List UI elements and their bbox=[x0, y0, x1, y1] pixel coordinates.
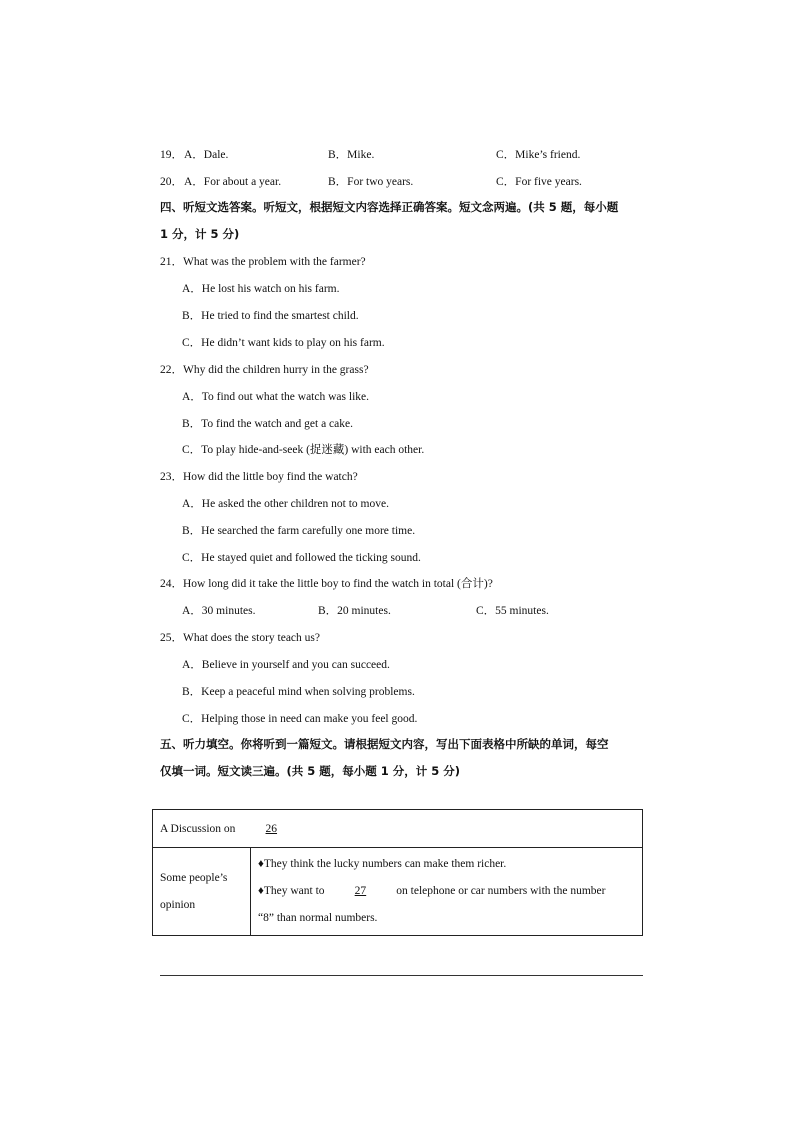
row-label-line2: opinion bbox=[160, 898, 196, 911]
question-20-option-a: A．For about a year. bbox=[184, 176, 282, 188]
question-21-stem: 21．What was the problem with the farmer? bbox=[160, 256, 366, 268]
bullet-2 bbox=[258, 878, 642, 905]
question-22-option-a: A．To find out what the watch was like. bbox=[182, 391, 369, 403]
row-label-cell bbox=[153, 848, 251, 936]
question-25-stem: 25．What does the story teach us? bbox=[160, 632, 320, 644]
question-19-option-a: A．Dale. bbox=[184, 149, 229, 161]
question-22-option-c: C．To play hide-and-seek (捉迷藏) with each other. bbox=[182, 444, 425, 456]
question-20-number: 20． bbox=[160, 176, 183, 188]
fill-in-table bbox=[152, 809, 643, 936]
table-title-prefix: A Discussion on bbox=[160, 822, 236, 835]
question-24-option-c: C．55 minutes. bbox=[476, 605, 549, 617]
question-20-option-c: C．For five years. bbox=[496, 176, 582, 188]
question-21-option-c: C．He didn’t want kids to play on his farm. bbox=[182, 337, 385, 349]
blank-26[interactable]: 26 bbox=[265, 822, 278, 835]
question-20-option-b: B．For two years. bbox=[328, 176, 414, 188]
section-4-heading-line1: 四、听短文选答案。听短文，根据短文内容选择正确答案。短文念两遍。(共 5 题，每小题 bbox=[160, 200, 619, 214]
table-opinion-row bbox=[153, 848, 643, 936]
table-title-row bbox=[153, 810, 643, 848]
blank-27[interactable]: 27 bbox=[354, 885, 367, 897]
section-4-heading-line2: 1 分，计 5 分) bbox=[160, 227, 240, 241]
bullet-1: ♦They think the lucky numbers can make them richer. bbox=[258, 858, 507, 870]
question-23-stem: 23．How did the little boy find the watch? bbox=[160, 471, 358, 483]
question-25-option-a: A．Believe in yourself and you can succeed. bbox=[182, 659, 390, 671]
row-content-cell bbox=[251, 848, 643, 936]
question-19-option-c: C．Mike’s friend. bbox=[496, 149, 581, 161]
question-25-option-b: B．Keep a peaceful mind when solving problems. bbox=[182, 686, 415, 698]
row-label-line1: Some people’s bbox=[160, 871, 228, 884]
question-21-option-b: B．He tried to find the smartest child. bbox=[182, 310, 359, 322]
question-22-option-b: B．To find the watch and get a cake. bbox=[182, 418, 353, 430]
question-21-option-a: A．He lost his watch on his farm. bbox=[182, 283, 340, 295]
section-5-heading-line1: 五、听力填空。你将听到一篇短文。请根据短文内容，写出下面表格中所缺的单词，每空 bbox=[160, 737, 609, 751]
table-title-cell bbox=[153, 810, 643, 848]
section-5-heading-line2: 仅填一词。短文读三遍。(共 5 题，每小题 1 分，计 5 分) bbox=[160, 764, 461, 778]
bullet-2-prefix: ♦They want to bbox=[258, 885, 325, 897]
question-19-option-b: B．Mike. bbox=[328, 149, 375, 161]
question-24-stem: 24．How long did it take the little boy to find the watch in total (合计)? bbox=[160, 578, 493, 590]
bottom-rule bbox=[160, 975, 643, 976]
question-19-number: 19． bbox=[160, 149, 183, 161]
question-22-stem: 22．Why did the children hurry in the grass? bbox=[160, 364, 369, 376]
question-23-option-c: C．He stayed quiet and followed the ticking sound. bbox=[182, 552, 421, 564]
question-25-option-c: C．Helping those in need can make you feel good. bbox=[182, 713, 418, 725]
bullet-2-line2: “8” than normal numbers. bbox=[258, 912, 378, 924]
question-23-option-b: B．He searched the farm carefully one more time. bbox=[182, 525, 416, 537]
question-24-option-a: A．30 minutes. bbox=[182, 605, 256, 617]
question-23-option-a: A．He asked the other children not to move. bbox=[182, 498, 389, 510]
bullet-2-suffix: on telephone or car numbers with the number bbox=[396, 885, 606, 897]
question-24-option-b: B．20 minutes. bbox=[318, 605, 391, 617]
